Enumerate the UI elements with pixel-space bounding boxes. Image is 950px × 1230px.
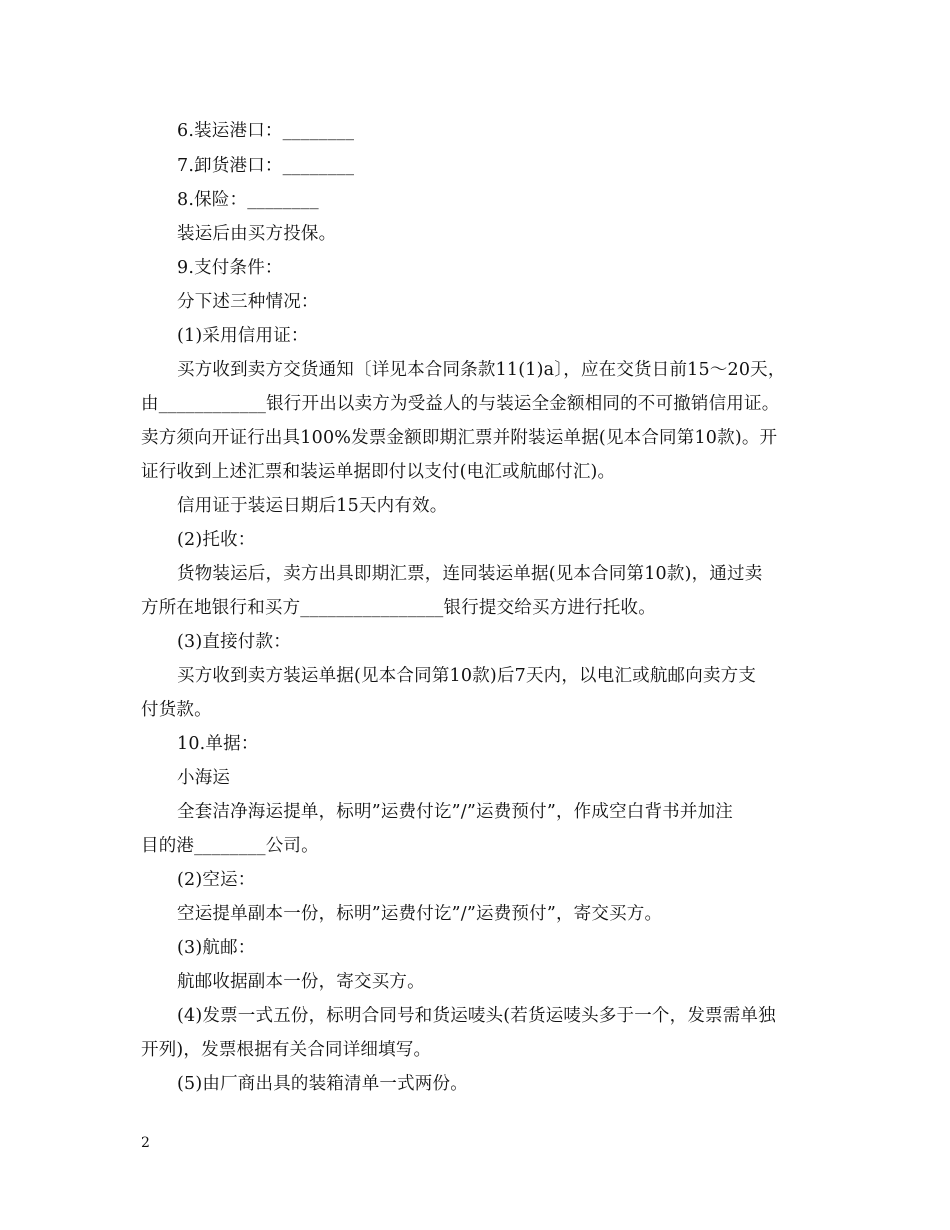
- payment-collection-text-line: 货物装运后，卖方出具即期汇票，连同装运单据(见本合同第10款)，通过卖: [177, 564, 763, 584]
- documents-sea-heading: 小海运: [177, 768, 231, 788]
- payment-collection-text-line: 方所在地银行和买方________________银行提交给买方进行托收。: [141, 598, 656, 618]
- documents-air-heading: (2)空运：: [177, 870, 256, 890]
- clause-documents: 10.单据：: [177, 734, 259, 754]
- payment-intro: 分下述三种情况：: [177, 292, 319, 312]
- clause-discharge-port: 7.卸货港口：________: [177, 156, 355, 176]
- clause-insurance: 8.保险：________: [177, 190, 319, 210]
- documents-airmail-heading: (3)航邮：: [177, 938, 256, 958]
- documents-air-text: 空运提单副本一份，标明”运费付讫”/”运费预付”，寄交买方。: [177, 904, 663, 924]
- payment-lc-heading: (1)采用信用证：: [177, 326, 309, 346]
- documents-invoice-text-line: (4)发票一式五份，标明合同号和货运唛头(若货运唛头多于一个，发票需单独: [177, 1006, 776, 1026]
- payment-direct-text-line: 买方收到卖方装运单据(见本合同第10款)后7天内，以电汇或航邮向卖方支: [177, 666, 757, 686]
- page-number: 2: [141, 1135, 150, 1151]
- payment-lc-text-line: 卖方须向开证行出具100%发票金额即期汇票并附装运单据(见本合同第10款)。开: [141, 428, 778, 448]
- payment-collection-heading: (2)托收：: [177, 530, 256, 550]
- payment-lc-text-line: 由____________银行开出以卖方为受益人的与装运全金额相同的不可撤销信用证。: [141, 394, 780, 414]
- documents-sea-text-line: 全套洁净海运提单，标明”运费付讫”/”运费预付”，作成空白背书并加注: [177, 802, 733, 822]
- payment-direct-heading: (3)直接付款：: [177, 632, 291, 652]
- documents-packing-list: (5)由厂商出具的装箱清单一式两份。: [177, 1074, 468, 1094]
- documents-invoice-text-line: 开列)，发票根据有关合同详细填写。: [141, 1040, 432, 1060]
- payment-lc-validity: 信用证于装运日期后15天内有效。: [177, 496, 448, 516]
- documents-airmail-text: 航邮收据副本一份，寄交买方。: [177, 972, 425, 992]
- clause-payment: 9.支付条件：: [177, 258, 283, 278]
- documents-sea-text-line: 目的港________公司。: [141, 836, 319, 856]
- insurance-text: 装运后由买方投保。: [177, 224, 337, 244]
- payment-direct-text-line: 付货款。: [141, 700, 212, 720]
- payment-lc-text-line: 证行收到上述汇票和装运单据即付以支付(电汇或航邮付汇)。: [141, 462, 616, 482]
- payment-lc-text-line: 买方收到卖方交货通知〔详见本合同条款11(1)a〕，应在交货日前15～20天，: [177, 360, 786, 380]
- clause-loading-port: 6.装运港口：________: [177, 121, 355, 141]
